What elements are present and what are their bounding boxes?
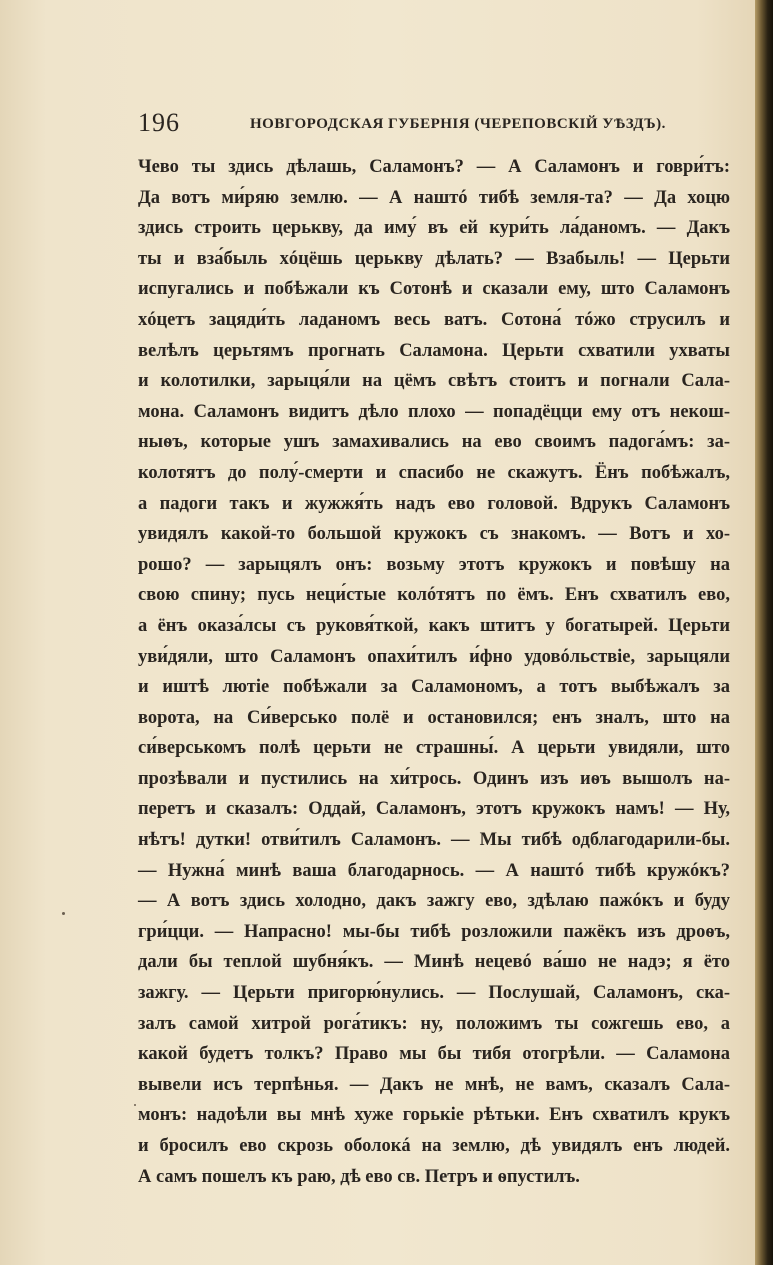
text-line: а падоги такъ и жужжя́ть надъ ево головой. Вдрукъ Саламонъ	[138, 493, 730, 514]
text-line: уви́дяли, што Саламонъ опахи́тилъ и́фно удовóльствіе, зарыцяли	[138, 646, 730, 667]
running-head: НОВГОРОДСКАЯ ГУБЕРНІЯ (ЧЕРЕПОВСКІЙ УѢЗДЪ).	[250, 116, 666, 132]
text-line: нѣтъ! дутки! отви́тилъ Саламонъ. — Мы тибѣ одблагодарили-бы.	[138, 830, 730, 851]
text-line: велѣлъ церьтямъ прогнать Саламона. Церьти схватили ухваты	[138, 340, 730, 361]
page-header	[138, 108, 738, 144]
body-text	[138, 152, 730, 1192]
text-line: перетъ и сказалъ: Оддай, Саламонъ, этотъ кружокъ намъ! — Ну,	[138, 799, 730, 820]
text-line: колотятъ до полу́-смерти и спасибо не скажутъ. Ёнъ побѣжалъ,	[138, 462, 730, 483]
text-line: Чево ты здись дѣлашь, Саламонъ? — А Саламонъ и говри́тъ:	[138, 157, 730, 177]
text-line: мона. Саламонъ видитъ дѣло плохо — попадёцци ему отъ некош-	[138, 401, 730, 422]
text-line: а ёнъ оказа́лсы съ руковя́ткой, какъ штитъ у богатырей. Церьти	[138, 615, 730, 636]
text-line: залъ самой хитрой рога́тикъ: ну, положимъ ты сожгешь ево, а	[138, 1013, 730, 1034]
book-spine-edge	[755, 0, 773, 1265]
text-line: хóцетъ зацяди́ть ладаномъ весь ватъ. Сотона́ тóжо струсилъ и	[138, 309, 730, 330]
text-line: ворота, на Си́версько полё и остановился; енъ зналъ, што на	[138, 707, 730, 728]
paper-speck	[62, 912, 65, 915]
text-line: — А вотъ здись холодно, дакъ зажгу ево, здѣлаю пажóкъ и буду	[138, 891, 730, 912]
text-line: вывели исъ терпѣнья. — Дакъ не мнѣ, не вамъ, сказалъ Сала-	[138, 1074, 730, 1095]
text-line: дали бы теплой шубня́къ. — Минѣ нецевó ва́шо не надэ; я ёто	[138, 952, 730, 973]
text-line: ныѳъ, которые ушъ замахивались на ево своимъ падога́мъ: за-	[138, 432, 730, 453]
text-line: монъ: надоѣли вы мнѣ хуже горькіе рѣтьки. Енъ схватилъ крукъ	[138, 1105, 730, 1126]
text-line: и колотилки, зарыця́ли на цёмъ свѣтъ стоитъ и погнали Сала-	[138, 371, 730, 392]
text-line: увидялъ какой-то большой кружокъ съ знакомъ. — Вотъ и хо-	[138, 524, 730, 545]
page-number: 196	[138, 108, 180, 137]
text-line: и бросилъ ево скрозь оболокá на землю, дѣ увидялъ енъ людей.	[138, 1136, 730, 1156]
text-line: здись строить церькву, да иму́ въ ей кури́ть ла́даномъ. — Дакъ	[138, 218, 730, 239]
text-line: Да вотъ ми́ряю землю. — А наштó тибѣ земля-та? — Да хоцю	[138, 187, 730, 208]
text-line: — Нужна́ минѣ ваша благодарнось. — А наштó тибѣ кружóкъ?	[138, 860, 730, 881]
text-line: си́верськомъ полѣ церьти не страшны́. А церьти увидяли, што	[138, 738, 730, 759]
text-line: рошо? — зарыцялъ онъ: возьму этотъ кружокъ и повѣшу на	[138, 554, 730, 575]
text-line: зажгу. — Церьти пригорю́нулись. — Послушай, Саламонъ, ска-	[138, 983, 730, 1004]
text-line: испугались и побѣжали къ Сотонѣ и сказали ему, што Саламонъ	[138, 279, 730, 300]
paper-speck	[134, 1104, 136, 1106]
text-line: и иштѣ лютіе побѣжали за Саламономъ, а тотъ выбѣжалъ за	[138, 677, 730, 698]
text-line: А самъ пошелъ къ раю, дѣ ево св. Петръ и ѳпустилъ.	[138, 1166, 580, 1187]
text-line: прозѣвали и пустились на хи́трось. Одинъ изъ иѳъ вышолъ на-	[138, 768, 730, 789]
text-line: гри́цци. — Напрасно! мы-бы тибѣ розложили пажёкъ изъ дроѳъ,	[138, 921, 730, 942]
text-line: ты и вза́быль хóцёшь церькву дѣлать? — Взабыль! — Церьти	[138, 248, 730, 269]
text-line: какой будетъ толкъ? Право мы бы тибя отогрѣли. — Саламона	[138, 1044, 730, 1065]
text-line: свою спину; пусь неци́стые колóтятъ по ёмъ. Енъ схватилъ ево,	[138, 585, 730, 606]
